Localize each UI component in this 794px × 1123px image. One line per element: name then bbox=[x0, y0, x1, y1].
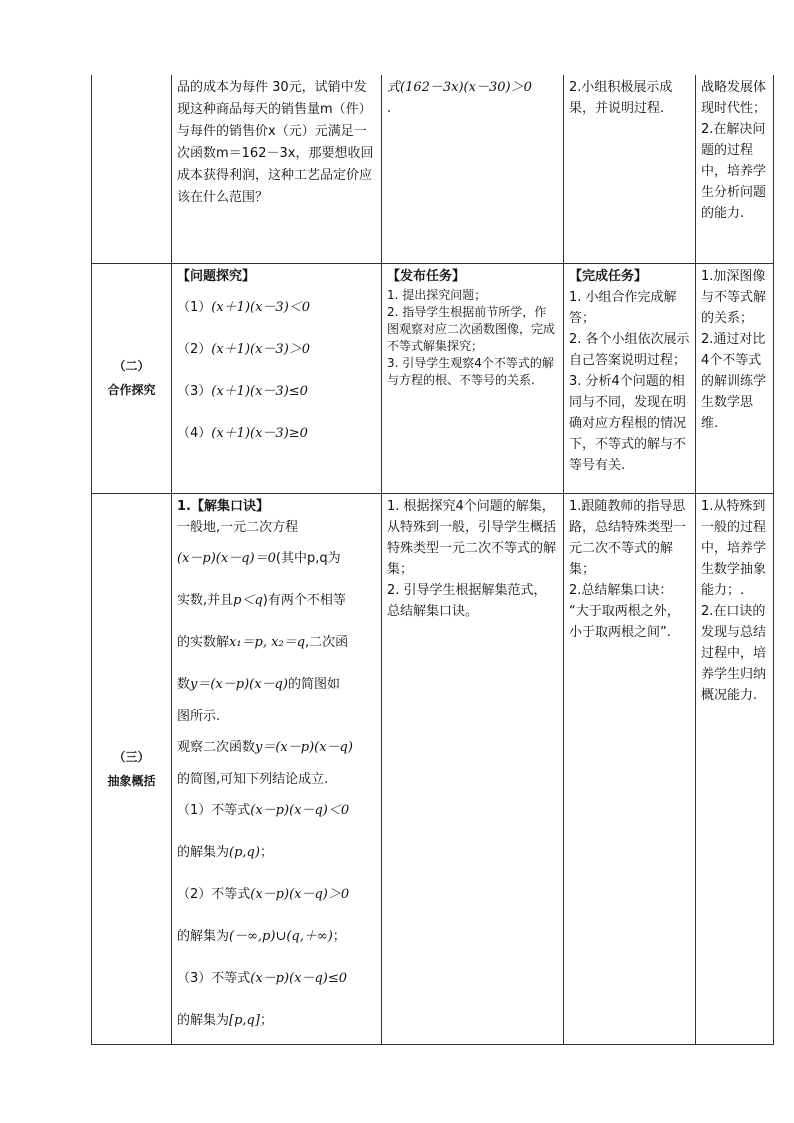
inequality-expr: (x－p)(x－q)≤0 bbox=[250, 970, 348, 986]
stage-cell bbox=[92, 493, 172, 1044]
student-step: 1.跟随教师的指导思路，总结特殊类型一元二次不等式的解集； bbox=[569, 498, 687, 577]
problem-text: 品的成本为每件 30元，试销中发现这种商品每天的销售量m（件）与每件的销售价x（元）元满足一次函数m＝162－3x，那要想收回成本获得利润，这种工艺品定价应该在什么范围？ bbox=[177, 80, 374, 205]
concept-line: 一般地,一元二次方程 bbox=[177, 519, 299, 535]
intent-text: 战略发展体现时代性；2.在解决问题的过程中，培养学生分析问题的能力. bbox=[701, 80, 767, 221]
intent-item: 2.在口诀的发现与总结过程中，培养学生归纳概况能力. bbox=[701, 603, 767, 703]
intent-cell bbox=[696, 263, 774, 493]
section-heading: 【问题探究】 bbox=[177, 268, 256, 284]
teacher-step: 1. 根据探究4个问题的解集，从特殊到一般，引导学生概括特殊类型一元二次不等式的解集； bbox=[387, 498, 557, 577]
intent-cell bbox=[696, 493, 774, 1044]
concept-text: 观察二次函数 bbox=[177, 739, 256, 755]
question-number: （1） bbox=[177, 299, 212, 315]
conclusion-text: 的解集为 bbox=[177, 844, 230, 860]
conclusion-label: （3）不等式 bbox=[177, 970, 251, 986]
concept-line bbox=[177, 727, 376, 769]
condition-expr: p＜q bbox=[233, 592, 263, 608]
lesson-plan-table bbox=[91, 75, 774, 1045]
teacher-step: 2. 指导学生根据前节所学，作图观察对应二次函数图像，完成不等式解集探究； bbox=[387, 304, 556, 353]
teacher-step: 1. 提出探究问题； bbox=[387, 287, 487, 302]
student-step: 2. 各个小组依次展示自己答案说明过程； bbox=[569, 331, 690, 368]
conclusion-line bbox=[177, 790, 376, 832]
inequality-expr: 式(162－3x)(x－30)＞0 bbox=[387, 80, 532, 95]
question-item bbox=[177, 287, 376, 329]
student-step: 1. 小组合作完成解答； bbox=[569, 289, 677, 326]
table-row bbox=[92, 493, 774, 1044]
stage-name: 抽象概括 bbox=[107, 773, 156, 788]
teacher-heading: 【发布任务】 bbox=[387, 268, 466, 284]
question-expr: (x＋1)(x－3)≥0 bbox=[211, 425, 308, 441]
stage-cell bbox=[92, 263, 172, 493]
stage-name: 合作探究 bbox=[107, 383, 156, 397]
concept-line: 图所示. bbox=[177, 708, 221, 724]
stage-cell bbox=[92, 75, 172, 263]
conclusion-text: 的解集为 bbox=[177, 928, 230, 944]
conclusion-line bbox=[177, 1000, 376, 1042]
concept-line bbox=[177, 538, 376, 580]
student-activity-cell bbox=[564, 493, 696, 1044]
student-step: 3. 分析4个问题的相同与不同，发现在明确对应方程根的情况下，不等式的解与不等号有关. bbox=[569, 373, 687, 473]
concept-line bbox=[177, 580, 376, 622]
problem-cell bbox=[172, 263, 382, 493]
teacher-activity-cell bbox=[382, 75, 564, 263]
conclusion-line bbox=[177, 832, 376, 874]
solution-set: (－∞,p)∪(q,＋∞) bbox=[229, 928, 333, 944]
table-row bbox=[92, 75, 774, 263]
solution-set: [p,q] bbox=[229, 1012, 260, 1028]
stage-number: （二） bbox=[113, 359, 150, 373]
question-item bbox=[177, 329, 376, 371]
conclusion-label: （1）不等式 bbox=[177, 802, 251, 818]
question-number: （2） bbox=[177, 341, 212, 357]
teacher-step: 2. 引导学生根据解集范式，总结解集口诀。 bbox=[387, 582, 547, 619]
concept-text: 数 bbox=[177, 676, 191, 692]
intent-item: 1.从特殊到一般的过程中，培养学生数学抽象能力；. bbox=[701, 498, 767, 598]
intent-item: 1.加深图像与不等式解的关系； bbox=[701, 268, 767, 326]
concept-line: 的简图,可知下列结论成立. bbox=[177, 771, 329, 787]
student-activity-cell bbox=[564, 75, 696, 263]
teacher-activity-cell bbox=[382, 263, 564, 493]
question-number: （3） bbox=[177, 383, 212, 399]
function-expr: y＝(x－p)(x－q) bbox=[255, 739, 353, 755]
concept-text: )有两个不相等 bbox=[262, 592, 346, 608]
concept-text: (其中p,q为 bbox=[275, 550, 341, 566]
intent-item: 2.通过对比4个不等式的解训练学生数学思维. bbox=[701, 331, 767, 431]
stage-number: （三） bbox=[113, 749, 150, 764]
teacher-activity-cell bbox=[382, 493, 564, 1044]
student-step: 2.总结解集口诀： bbox=[569, 582, 673, 598]
conclusion-text: ； bbox=[259, 1012, 273, 1028]
teacher-step: 3. 引导学生观察4个不等式的解与方程的根、不等号的关系. bbox=[387, 355, 554, 387]
problem-cell bbox=[172, 493, 382, 1044]
concept-text: 的实数解 bbox=[177, 634, 230, 650]
question-item bbox=[177, 413, 376, 455]
concept-text: 实数,并且 bbox=[177, 592, 234, 608]
conclusion-line bbox=[177, 958, 376, 1000]
section-heading: 1.【解集口诀】 bbox=[177, 498, 269, 514]
question-expr: (x＋1)(x－3)＞0 bbox=[211, 341, 311, 357]
conclusion-text: ； bbox=[332, 928, 346, 944]
question-number: （4） bbox=[177, 425, 212, 441]
inequality-expr: (x－p)(x－q)＞0 bbox=[250, 886, 350, 902]
question-expr: (x＋1)(x－3)＜0 bbox=[211, 299, 311, 315]
concept-text: 的简图如 bbox=[287, 676, 340, 692]
concept-line bbox=[177, 664, 376, 706]
student-heading: 【完成任务】 bbox=[569, 268, 648, 284]
function-expr: y＝(x－p)(x－q) bbox=[190, 676, 288, 692]
period-text: . bbox=[387, 101, 392, 116]
conclusion-label: （2）不等式 bbox=[177, 886, 251, 902]
student-text: 2.小组积极展示成果，并说明过程. bbox=[569, 80, 673, 116]
intent-cell bbox=[696, 75, 774, 263]
conclusion-text: ； bbox=[259, 844, 273, 860]
problem-cell bbox=[172, 75, 382, 263]
table-row bbox=[92, 263, 774, 493]
mnemonic-text: “大于取两根之外，小于取两根之间”. bbox=[569, 603, 680, 640]
concept-text: ,二次函 bbox=[305, 634, 349, 650]
student-activity-cell bbox=[564, 263, 696, 493]
conclusion-text: 的解集为 bbox=[177, 1012, 230, 1028]
conclusion-line bbox=[177, 874, 376, 916]
roots-expr: x₁＝p, x₂＝q bbox=[229, 634, 306, 650]
equation-expr: (x－p)(x－q)＝0 bbox=[177, 550, 276, 566]
question-item bbox=[177, 371, 376, 413]
inequality-expr: (x－p)(x－q)＜0 bbox=[250, 802, 350, 818]
conclusion-line bbox=[177, 916, 376, 958]
question-expr: (x＋1)(x－3)≤0 bbox=[211, 383, 308, 399]
solution-set: (p,q) bbox=[229, 844, 260, 860]
concept-line bbox=[177, 622, 376, 664]
